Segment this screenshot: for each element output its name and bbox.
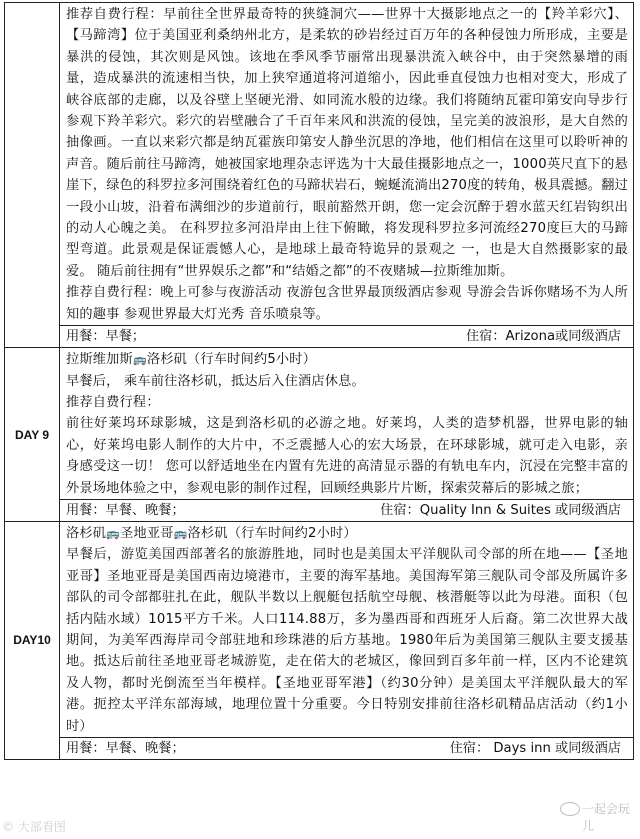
meal-hotel-bar	[60, 499, 633, 521]
bus-icon: 🚌	[106, 526, 121, 540]
itinerary-paragraph: 推荐自费行程：晚上可参与夜游活动 夜游包含世界最顶级酒店参观 导游会告诉你赌场不为人所知的趣事 参观世界最大灯光秀 音乐喷泉等。	[66, 285, 628, 322]
hotel-info: 住宿：Arizona或同级酒店	[465, 329, 621, 345]
hotel-info: 住宿：Quality Inn & Suites 或同级酒店	[380, 502, 621, 518]
day-content	[60, 348, 634, 522]
itinerary-paragraph: 前往好莱坞环球影城，这是到洛杉矶的必游之地。好莱坞，人类的造梦机器，世界电影的轴心，好莱坞电影人制作的大片中，不乏震撼人心的宏大场景，在环球影城，就可走入电影，亲身感受这一切！ 您可以舒适地坐在内置有先进的高清显示器的有轨电车内，沉浸在完整丰富的外景场地体验之中，参观电影的制作过程，回顾经典影片片断，探索荧幕后的影城之旅；	[66, 416, 628, 496]
route-line: 拉斯维加斯🚌洛杉矶（行车时间约5小时）	[66, 352, 317, 368]
itinerary-row-day10	[5, 521, 634, 759]
bus-icon: 🚌	[132, 353, 147, 367]
day-label: DAY10	[5, 521, 60, 759]
bus-icon: 🚌	[173, 526, 188, 540]
route-line: 洛杉矶🚌圣地亚哥🚌洛杉矶（行车时间约2小时）	[66, 525, 357, 541]
day-content	[60, 521, 634, 759]
itinerary-row-day8	[5, 3, 634, 348]
day-content	[60, 3, 634, 348]
itinerary-paragraph: 推荐自费行程：早前往全世界最奇特的狭缝洞穴——世界十大摄影地点之一的【羚羊彩穴】、【马蹄湾】位于美国亚利桑纳州北方，是柔软的砂岩经过百万年的各种侵蚀力所形成，主要是暴洪的侵蚀，其次则是风蚀。该地在季风季节丽常出现暴洪流入峡谷中，由于突然暴增的雨量，造成暴洪的流速相当快，加上狭窄通道将河道缩小，因此垂直侵蚀力也相对变大，形成了峡谷底部的走廊，以及谷壁上坚硬光滑、如同流水般的边缘。我们将随纳瓦霍印第安向导步行参观下羚羊彩穴。彩穴的岩壁融合了千百年来风和洪流的侵蚀，呈完美的波浪形，是大自然的抽像画。一直以来彩穴都是纳瓦霍族印第安人静坐沉思的净地，他们相信在这里可以聆听神的声音。随后前往马蹄湾，她被国家地理杂志评选为十大最佳摄影地点之一，1000英尺直下的悬崖下，绿色的科罗拉多河围绕着红色的马蹄状岩石，蜿蜒流淌出270度的转角，极具震撼。翻过一段小山坡，沿着布满细沙的步道前行，眼前豁然开朗，您一定会沉醉于碧水蓝天红岩钩织出的动人心魄之美。 在科罗拉多河沿岸由上往下俯瞰，将发现科罗拉多河流经270度巨大的马蹄型弯道。此景观是保证震憾人心，是地球上最奇特诡异的景观之 一，也是大自然摄影家的最爱。 随后前往拥有“世界娱乐之都”和“结婚之都”的不夜赌城—拉斯维加斯。	[66, 7, 628, 279]
meal-info: 用餐：早餐、晚餐；	[66, 741, 185, 756]
itinerary-paragraph: 推荐自费行程：	[66, 394, 160, 410]
hotel-info: 住宿： Days inn 或同级酒店	[449, 741, 621, 756]
meal-hotel-bar	[60, 325, 633, 347]
meal-info: 用餐：早餐；	[66, 329, 146, 345]
wechat-logo-icon	[560, 802, 580, 816]
watermark-right: 一起会玩儿	[582, 802, 631, 833]
itinerary-paragraph: 早餐后，游览美国西部著名的旅游胜地，同时也是美国太平洋舰队司令部的所在地——【圣地亚哥】圣地亚哥是美国西南边境港市，主要的海军基地。美国海军第三舰队司令部及所属许多部队的司令部都驻扎在此，舰队半数以上舰艇包括航空母舰、核潜艇等以此为母港。面积（包括内陆水域）1015平方千米。人口114.88万，多为墨西哥和西班牙人后裔。第二次世界大战期间，为美军西海岸司令部驻地和珍珠港的后方基地。1980年后为美国第三舰队主要支援基地。抵达后前往圣地亚哥老城游览，走在偌大的老城区，像回到百多年前一样，区内不论建筑及人物，都时光倒流至当年模样。【圣地亚哥军港】（约30分钟）是美国太平洋舰队最大的军港。扼控太平洋东部海域，地理位置十分重要。今日特别安排前往洛杉矶精品店活动（约1小时）	[66, 547, 628, 734]
itinerary-paragraph: 早餐后， 乘车前往洛杉矶，抵达后入住酒店休息。	[66, 373, 365, 389]
meal-hotel-bar	[60, 737, 633, 759]
watermark-left: © 大部看图	[2, 820, 66, 834]
meal-info: 用餐：早餐、晚餐；	[66, 502, 185, 518]
itinerary-row-day9	[5, 348, 634, 522]
day-cell	[5, 3, 60, 348]
itinerary-table	[4, 2, 634, 760]
day-label: DAY 9	[5, 348, 60, 522]
